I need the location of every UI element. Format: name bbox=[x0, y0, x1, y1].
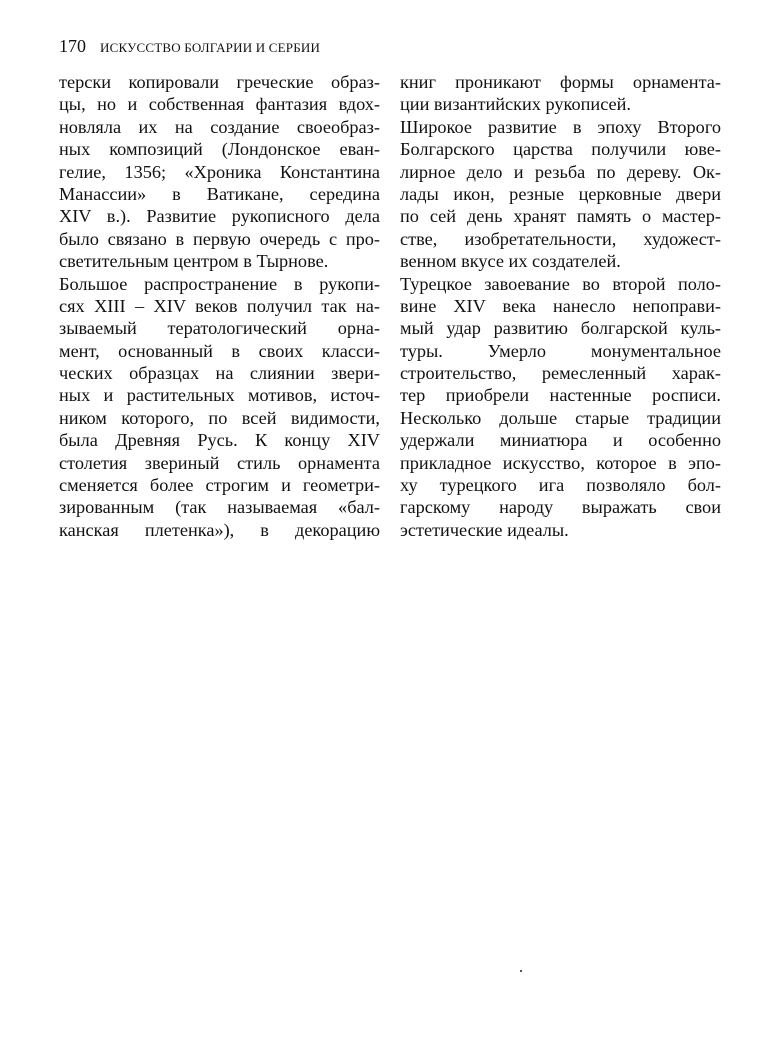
text-line: прикладное искусство, которое в эпо- bbox=[400, 452, 721, 473]
text-line: ческих образцах на слиянии звери- bbox=[59, 363, 380, 384]
text-line: лирное дело и резьба по дереву. Ок- bbox=[400, 161, 721, 182]
text-column-left bbox=[59, 71, 380, 541]
text-line: Большое распространение в рукопи- bbox=[59, 273, 380, 294]
text-line: сях XIII – XIV веков получил так на- bbox=[59, 295, 380, 316]
text-line: ных и растительных мотивов, источ- bbox=[59, 385, 380, 406]
text-line: венном вкусе их создателей. bbox=[400, 251, 621, 272]
text-line: канская плетенка»), в декорацию bbox=[59, 519, 380, 540]
text-line: лады икон, резные церковные двери bbox=[400, 183, 721, 204]
text-line: светительным центром в Тырнове. bbox=[59, 251, 329, 272]
text-line: зываемый тератологический орна- bbox=[59, 318, 380, 339]
running-title: ИСКУССТВО БОЛГАРИИ И СЕРБИИ bbox=[100, 40, 321, 55]
text-line: Несколько дольше старые традиции bbox=[400, 407, 721, 428]
text-line: удержали миниатюра и особенно bbox=[400, 430, 721, 451]
text-line: гелие, 1356; «Хроника Константина bbox=[59, 161, 380, 182]
text-line: Турецкое завоевание во второй поло- bbox=[400, 273, 721, 294]
text-line: ции византийских рукописей. bbox=[400, 94, 632, 115]
page-number: 170 bbox=[59, 36, 86, 56]
text-line: вине XIV века нанесло непоправи- bbox=[400, 295, 721, 316]
scan-speck bbox=[520, 970, 522, 972]
page-header bbox=[59, 36, 320, 57]
text-line: мый удар развитию болгарской куль- bbox=[400, 318, 721, 339]
text-line: ником которого, по всей видимости, bbox=[59, 407, 380, 428]
text-line: эстетические идеалы. bbox=[400, 519, 569, 540]
text-line: туры. Умерло монументальное bbox=[400, 340, 721, 361]
text-line: по сей день хранят память о мастер- bbox=[400, 206, 721, 227]
text-line: ху турецкого ига позволяло бол- bbox=[400, 475, 721, 496]
text-line: сменяется более строгим и геометри- bbox=[59, 475, 380, 496]
text-line: столетия звериный стиль орнамента bbox=[59, 452, 380, 473]
text-line: строительство, ремесленный харак- bbox=[400, 363, 721, 384]
text-line: ных композиций (Лондонское еван- bbox=[59, 139, 380, 160]
text-line: была Древняя Русь. К концу XIV bbox=[59, 430, 380, 451]
text-line: цы, но и собственная фантазия вдох- bbox=[59, 94, 380, 115]
text-line: книг проникают формы орнамента- bbox=[400, 72, 721, 92]
text-line: мент, основанный в своих класси- bbox=[59, 340, 380, 361]
text-line: тер приобрели настенные росписи. bbox=[400, 385, 721, 406]
text-line: Манассии» в Ватикане, середина bbox=[59, 183, 380, 204]
text-line: гарскому народу выражать свои bbox=[400, 497, 721, 518]
text-line: Болгарского царства получили юве- bbox=[400, 139, 721, 160]
text-line: XIV в.). Развитие рукописного дела bbox=[59, 206, 380, 227]
text-column-right bbox=[400, 71, 721, 541]
text-line: было связано в первую очередь с про- bbox=[59, 228, 380, 249]
text-line: новляла их на создание своеобраз- bbox=[59, 116, 380, 137]
text-line: стве, изобретательности, художест- bbox=[400, 228, 721, 249]
text-line: зированным (так называемая «бал- bbox=[59, 497, 380, 518]
text-line: Широкое развитие в эпоху Второго bbox=[400, 116, 721, 137]
text-line: терски копировали греческие образ- bbox=[59, 72, 380, 92]
